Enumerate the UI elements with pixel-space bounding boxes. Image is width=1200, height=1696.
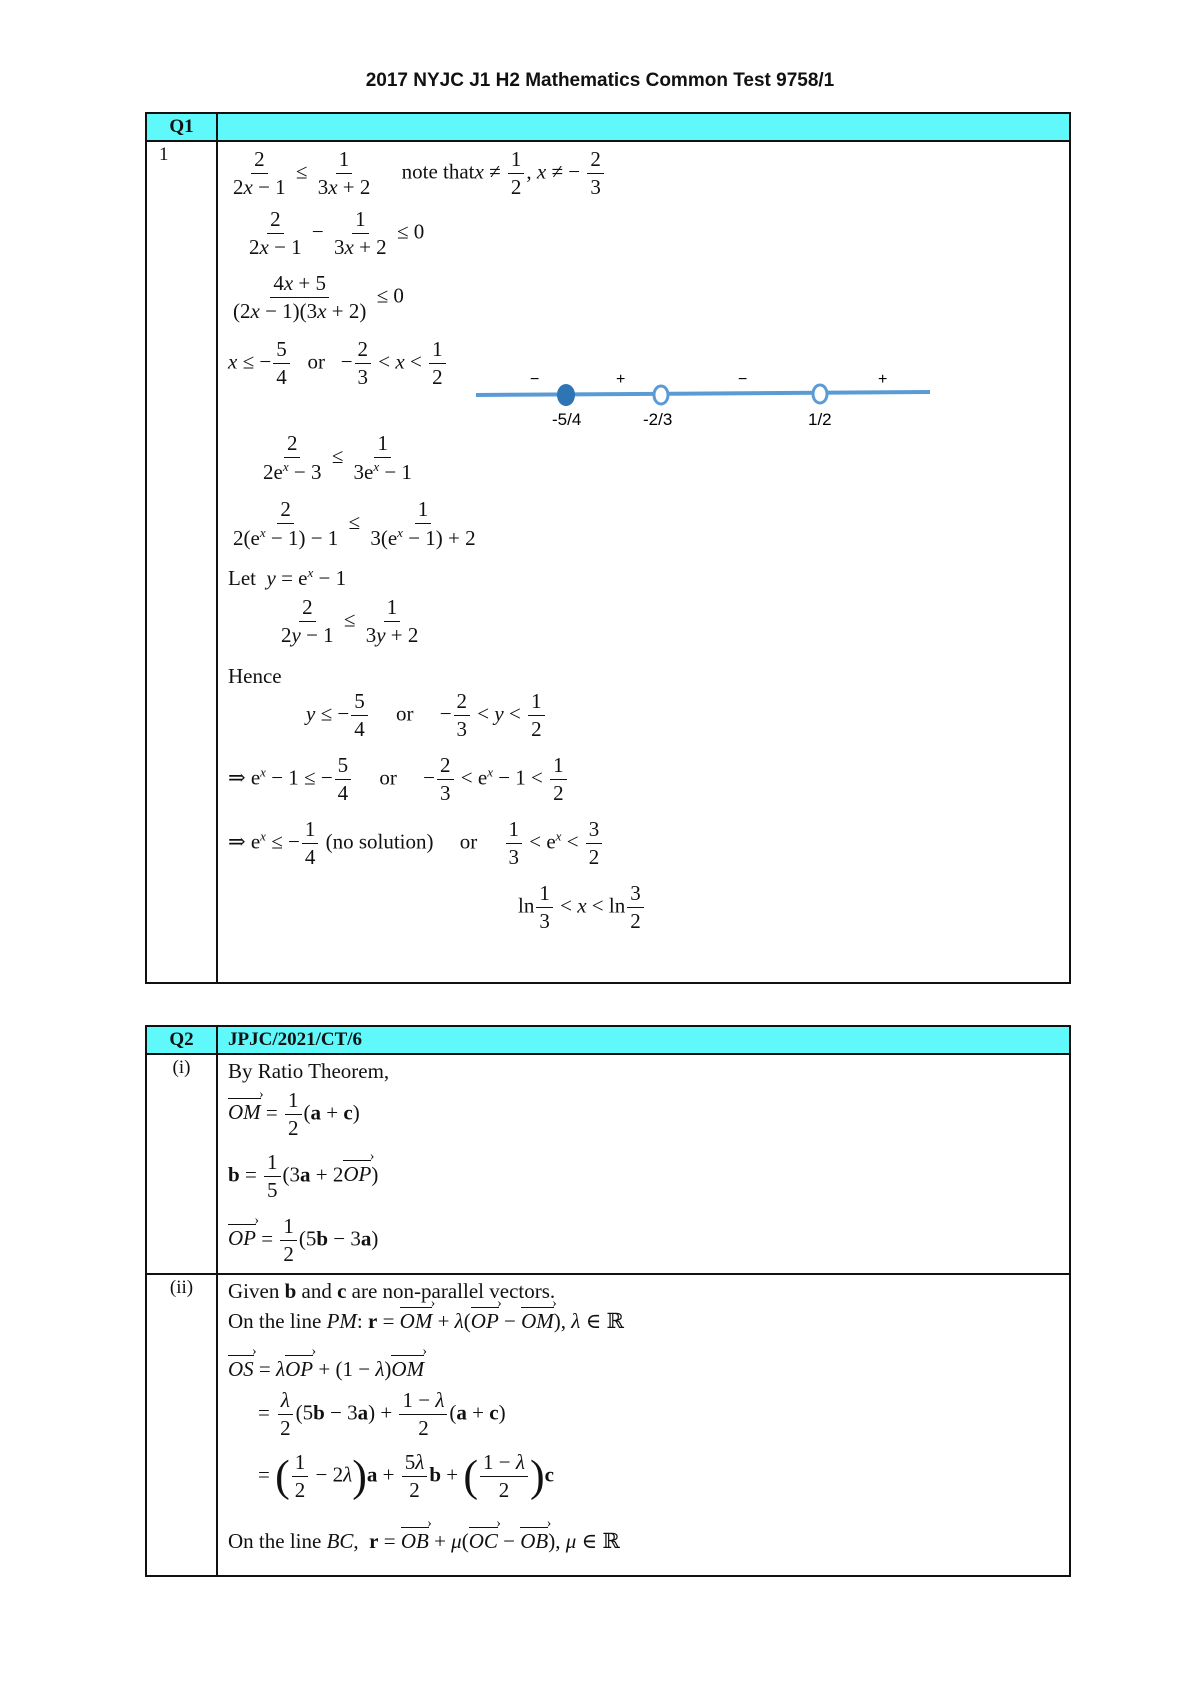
q1-line-6: $\frac{2}{2(e^x - 1) - 1}$ ≤ $\frac{1}{3(e^x - 1) + 2}$ [233, 497, 476, 551]
q1-body-row [146, 141, 1070, 983]
q1-header-label: Q1 [146, 113, 217, 141]
point-minus-2-3 [654, 386, 668, 404]
q1-note: note that [401, 159, 475, 184]
number-line-axis [476, 392, 930, 395]
q2-ii-line-4: = $\frac{\lambda}{2}$ (5b − 3a) + $\frac{1 - \lambda}{2}$ (a + c) [258, 1388, 506, 1441]
point-minus-5-4 [558, 385, 574, 405]
q1-header-row [146, 113, 1070, 141]
q1-working-cell [217, 141, 1070, 983]
q2-i-line-2: OM › = $\frac{1}{2}$ (a + c) [228, 1089, 360, 1140]
label-minus-5-4: -5/4 [552, 410, 582, 429]
q2-ii-line-6: On the line BC, r = OB › + μ(OC › − OB ›), μ ∈ ℝ [228, 1531, 620, 1552]
q2-solution-table [145, 1025, 1071, 1577]
label-minus-2-3: -2/3 [643, 410, 673, 429]
sign-1: − [530, 371, 540, 388]
point-1-2 [813, 385, 827, 403]
q2-part-i-label-cell: (i) [146, 1054, 217, 1274]
q1-line-7: Let $y = e^x - 1$ [228, 565, 347, 590]
q2-part-ii-row [146, 1274, 1070, 1576]
q2-i-line-1: By Ratio Theorem, [228, 1059, 390, 1083]
sign-4: + [878, 371, 888, 388]
q1-line-8: $\frac{2}{2y - 1}$ ≤ $\frac{1}{3y + 2}$ [281, 595, 419, 648]
q1-number: 1 [159, 144, 169, 165]
q2-ii-line-3: OS › = λOP › + (1 − λ)OM › [228, 1359, 424, 1380]
q1-line-5: $\frac{2}{2e^x - 3}$ ≤ $\frac{1}{3e^x - 1}$ [263, 431, 412, 485]
q2-part-i-row [146, 1054, 1070, 1274]
page-title: 2017 NYJC J1 H2 Mathematics Common Test 9758/1 [365, 70, 835, 91]
q2-ii-line-2: On the line PM: r = OM › + λ(OP › − OM ›), λ ∈ ℝ [228, 1311, 624, 1332]
sign-3: − [738, 371, 748, 388]
q2-header-text: JPJC/2021/CT/6 [217, 1026, 1070, 1054]
q2-ii-line-1: Given b and c are non-parallel vectors. [228, 1279, 556, 1303]
q2-i-line-4: OP › = $\frac{1}{2}$ (5b − 3a) [228, 1215, 378, 1266]
q2-part-ii-cell [217, 1274, 1070, 1576]
label-1-2: 1/2 [808, 410, 832, 429]
q2-i-line-3: b = $\frac{1}{5}$ (3a + 2OP ›) [228, 1151, 378, 1202]
q1-line-10: y ≤ − $\frac{5}{4}$ or − $\frac{2}{3}$ < y < $\frac{1}{2}$ [306, 690, 547, 741]
sign-2: + [616, 371, 626, 388]
q2-header-row [146, 1026, 1070, 1054]
q1-header-text [217, 113, 1070, 141]
q2-header-label: Q2 [146, 1026, 217, 1054]
q2-part-ii-label-cell: (ii) [146, 1274, 217, 1576]
q2-part-i-cell [217, 1054, 1070, 1274]
q1-line-1: $\frac{2}{2x - 1}$ ≤ $\frac{1}{3x + 2}$ note thatx ≠ $\frac{1}{2}$ , x ≠ − $\frac{2}{3}$ [228, 148, 606, 199]
q1-line-3: $\frac{4x + 5}{(2x - 1)(3x + 2)}$ ≤ 0 [233, 271, 404, 324]
q1-line-9: Hence [228, 664, 282, 688]
q1-line-2: $\frac{2}{2x - 1}$ − $\frac{1}{3x + 2}$ ≤ 0 [249, 207, 425, 260]
q1-number-cell [146, 141, 217, 983]
q1-line-4: x ≤ − $\frac{5}{4}$ or − $\frac{2}{3}$ < x < $\frac{1}{2}$ [228, 338, 448, 389]
q2-ii-line-5: = ( $\frac{1}{2}$ − 2λ)a + $\frac{5\lambda}{2}$ b + ( $\frac{1 - \lambda}{2}$ )c [258, 1450, 554, 1503]
q1-number-line [468, 362, 938, 432]
q1-line-13: ln $\frac{1}{3}$ < x < ln $\frac{3}{2}$ [518, 882, 646, 933]
q1-line-11: ⇒ $e^x - 1$ ≤ − $\frac{5}{4}$ or − $\frac{2}{3}$ < $e^x - 1$ < $\frac{1}{2}$ [228, 754, 569, 805]
q1-solution-table [145, 112, 1071, 984]
q1-line-12: ⇒ $e^x$ ≤ − $\frac{1}{4}$ (no solution) or $\frac{1}{3}$ < $e^x$ < $\frac{3}{2}$ [228, 818, 604, 869]
